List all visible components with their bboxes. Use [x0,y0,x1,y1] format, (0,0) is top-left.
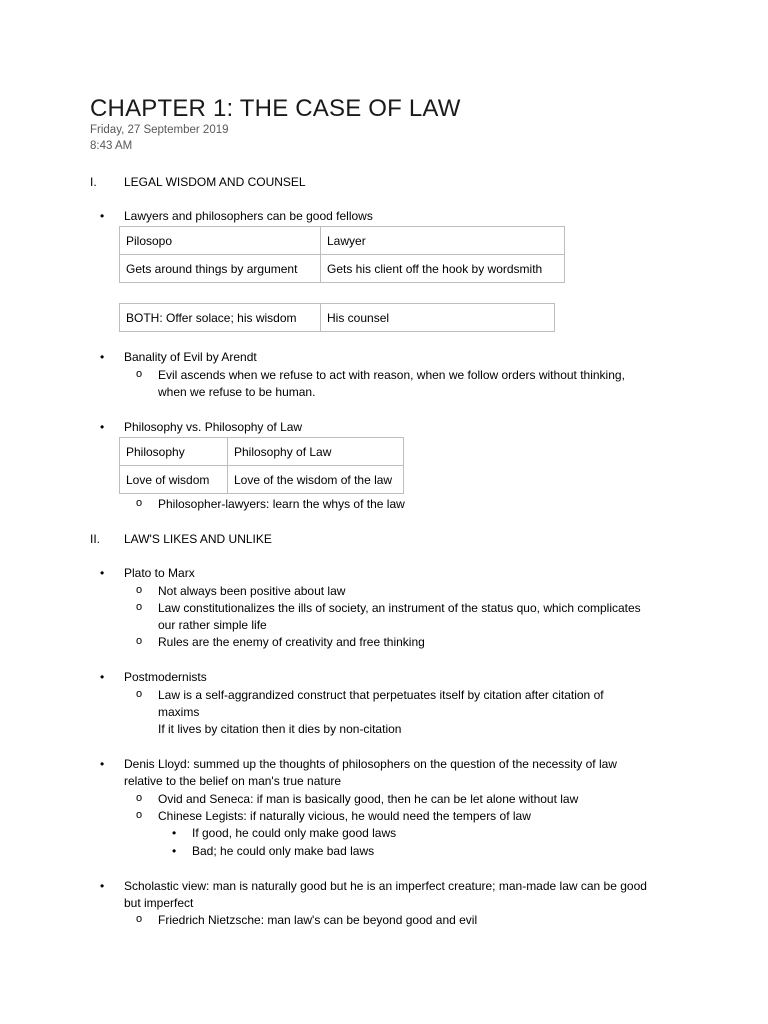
sub-list-item: Law is a self-aggrandized construct that perpetuates itself by citation after citation of [158,688,604,702]
philosophy-table [119,437,404,494]
table-row [120,255,565,283]
bullet-icon: • [100,670,105,684]
list-item: Banality of Evil by Arendt [124,350,257,364]
sub-list-item: Friedrich Nietzsche: man law's can be beyond good and evil [158,913,478,927]
section-2-numeral: II. [90,532,101,546]
table-cell: Philosophy [120,438,228,466]
table-row [120,227,565,255]
both-table [119,303,555,332]
table-cell: Gets his client off the hook by wordsmith [321,255,565,283]
bullet-icon: • [100,566,105,580]
sub-list-item-cont: maxims [158,705,200,719]
page-title: CHAPTER 1: THE CASE OF LAW [90,95,461,122]
sub-list-item: Evil ascends when we refuse to act with reason, when we follow orders without thinking, [158,368,625,382]
table-cell: His counsel [321,304,555,332]
bullet-icon: • [100,209,105,223]
list-item: Denis Lloyd: summed up the thoughts of philosophers on the question of the necessity of law [124,757,617,771]
table-cell: Philosophy of Law [228,438,404,466]
sub-list-item-cont: If it lives by citation then it dies by non-citation [158,722,402,736]
bullet-icon: • [100,879,105,893]
section-1-numeral: I. [90,175,97,189]
sub-sub-list-item: If good, he could only make good laws [192,826,397,840]
list-item: Philosophy vs. Philosophy of Law [124,420,303,434]
bullet-icon: • [100,420,105,434]
sub-list-item: Not always been positive about law [158,584,346,598]
sub-list-item: Law constitutionalizes the ills of society, an instrument of the status quo, which complicates [158,601,641,615]
list-item: Lawyers and philosophers can be good fellows [124,209,373,223]
list-item-cont: relative to the belief on man's true nature [124,774,342,788]
circle-bullet-icon: o [136,601,143,613]
circle-bullet-icon: o [136,913,143,925]
section-2-heading: LAW'S LIKES AND UNLIKE [124,532,272,546]
circle-bullet-icon: o [136,368,143,380]
table-cell: Love of the wisdom of the law [228,466,404,494]
bullet-icon: • [100,350,105,364]
sub-list-item: Chinese Legists: if naturally vicious, he would need the tempers of law [158,809,531,823]
table-row [120,304,555,332]
table-cell: Gets around things by argument [120,255,321,283]
circle-bullet-icon: o [136,635,143,647]
table-cell: Love of wisdom [120,466,228,494]
list-item: Postmodernists [124,670,207,684]
circle-bullet-icon: o [136,809,143,821]
section-1-heading: LEGAL WISDOM AND COUNSEL [124,175,306,189]
circle-bullet-icon: o [136,497,143,509]
pilosopo-lawyer-table [119,226,565,283]
sub-list-item: Philosopher-lawyers: learn the whys of the law [158,497,405,511]
sub-list-item-cont: when we refuse to be human. [158,385,316,399]
bullet-icon: • [172,844,177,858]
table-row [120,438,404,466]
sub-list-item: Rules are the enemy of creativity and free thinking [158,635,425,649]
sub-list-item: Ovid and Seneca: if man is basically good, then he can be let alone without law [158,792,579,806]
note-date: Friday, 27 September 2019 [90,124,229,136]
list-item: Plato to Marx [124,566,195,580]
table-cell: Pilosopo [120,227,321,255]
table-cell: BOTH: Offer solace; his wisdom [120,304,321,332]
circle-bullet-icon: o [136,584,143,596]
circle-bullet-icon: o [136,792,143,804]
note-time: 8:43 AM [90,140,133,152]
bullet-icon: • [172,826,177,840]
table-row [120,466,404,494]
bullet-icon: • [100,757,105,771]
table-cell: Lawyer [321,227,565,255]
list-item: Scholastic view: man is naturally good but he is an imperfect creature; man-made law can be good [124,879,647,893]
list-item-cont: but imperfect [124,896,194,910]
circle-bullet-icon: o [136,688,143,700]
sub-list-item-cont: our rather simple life [158,618,267,632]
sub-sub-list-item: Bad; he could only make bad laws [192,844,375,858]
